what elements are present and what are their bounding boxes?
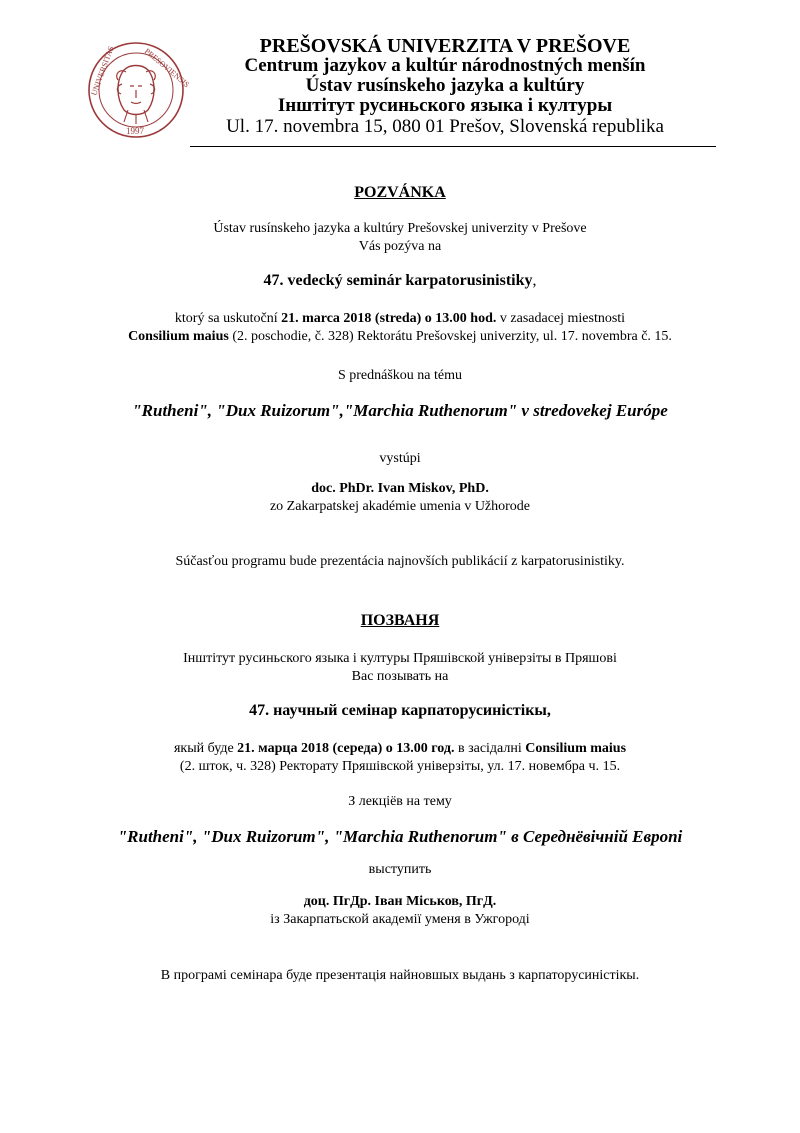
rue-when-line [0, 740, 800, 758]
rue-when-mid: в засідалні [454, 741, 526, 756]
sk-speaks: vystúpi [379, 451, 421, 466]
centre-name: Centrum jazykov a kultúr národnostných menšín [244, 55, 646, 76]
rue-program-note: В програмі семінара буде презентація найновшых выдань з карпаторусиністікы. [160, 968, 640, 983]
sk-event-details [0, 310, 800, 346]
sk-when-post: v zasadacej miestnosti [496, 311, 626, 326]
sk-place-rest: (2. poschodie, č. 328) Rektorátu Prešovskej univerzity, ul. 17. novembra č. 15. [228, 329, 672, 344]
sk-intro-line2: Vás pozýva na [358, 239, 442, 254]
svg-text:1997: 1997 [126, 126, 144, 136]
address: Ul. 17. novembra 15, 080 01 Prešov, Slovenská republika [226, 116, 664, 137]
university-name: PREŠOVSKÁ UNIVERZITA V PREŠOVE [259, 35, 631, 57]
rue-event-details [0, 740, 800, 776]
rue-lecture-intro: З лекціёв на тему [348, 794, 452, 809]
sk-place-room: Consilium maius [128, 329, 229, 344]
rue-lecture-title: "Rutheni", "Dux Ruizorum", "Marchia Ruthenorum" в Середнёвічній Европі [117, 827, 683, 846]
header-divider [190, 146, 716, 147]
rue-place-line: (2. шток, ч. 328) Ректорату Пряшівской універзіты, ул. 17. новембра ч. 15. [179, 759, 621, 774]
rue-place-room: Consilium maius [525, 741, 627, 756]
rue-event-name: 47. научный семінар карпаторусиністікы, [249, 702, 551, 719]
sk-event-name [0, 272, 800, 290]
sk-intro-line1: Ústav rusínskeho jazyka a kultúry Prešovskej univerzity v Prešove [213, 221, 587, 236]
rue-title: ПОЗВАНЯ [360, 612, 440, 629]
sk-event-name-comma: , [532, 272, 537, 289]
institute-name-rusyn: Інштітут русиньского языка і културы [277, 95, 613, 116]
sk-program-note: Súčasťou programu bude prezentácia najnovších publikácií z karpatorusinistiky. [175, 554, 625, 569]
sk-speaker-name: doc. PhDr. Ivan Miskov, PhD. [311, 481, 489, 496]
rue-speaker-block [0, 893, 800, 929]
institute-name-slovak: Ústav rusínskeho jazyka a kultúry [305, 75, 585, 96]
sk-when-date: 21. marca 2018 (streda) o 13.00 hod. [281, 311, 497, 326]
sk-event-name-text: 47. vedecký seminár karpatorusinistiky [263, 272, 533, 289]
svg-text:PRESOVIENSIS: PRESOVIENSIS [142, 46, 192, 90]
sk-lecture-title: "Rutheni", "Dux Ruizorum","Marchia Ruthenorum" v stredovekej Európe [132, 401, 668, 420]
sk-lecture-intro: S prednáškou na tému [337, 368, 463, 383]
university-seal-logo [86, 40, 192, 140]
svg-text:UNIVERSITAS: UNIVERSITAS [89, 44, 116, 97]
rue-intro [0, 650, 800, 686]
sk-place-line [0, 328, 800, 346]
letterhead [190, 36, 700, 138]
rue-intro-line2: Вас позывать на [351, 669, 449, 684]
rue-speaker-affiliation: із Закарпатьской академії уменя в Ужгороді [270, 912, 530, 927]
sk-when-pre: ktorý sa uskutoční [174, 311, 282, 326]
rue-intro-line1: Інштітут русиньского языка і културы Пряшівской універзіты в Пряшові [183, 651, 617, 666]
sk-intro [0, 220, 800, 256]
sk-speaker-block [0, 480, 800, 516]
rue-when-pre: якый буде [173, 741, 238, 756]
sk-when-line [0, 310, 800, 328]
rue-when-date: 21. марца 2018 (середа) о 13.00 год. [237, 741, 455, 756]
rue-speaks: выступить [368, 862, 432, 877]
sk-title: POZVÁNKA [354, 184, 446, 201]
sk-speaker-affiliation: zo Zakarpatskej akadémie umenia v Užhorode [269, 499, 531, 514]
rue-speaker-name: доц. ПгДр. Іван Міськов, ПгД. [303, 894, 497, 909]
